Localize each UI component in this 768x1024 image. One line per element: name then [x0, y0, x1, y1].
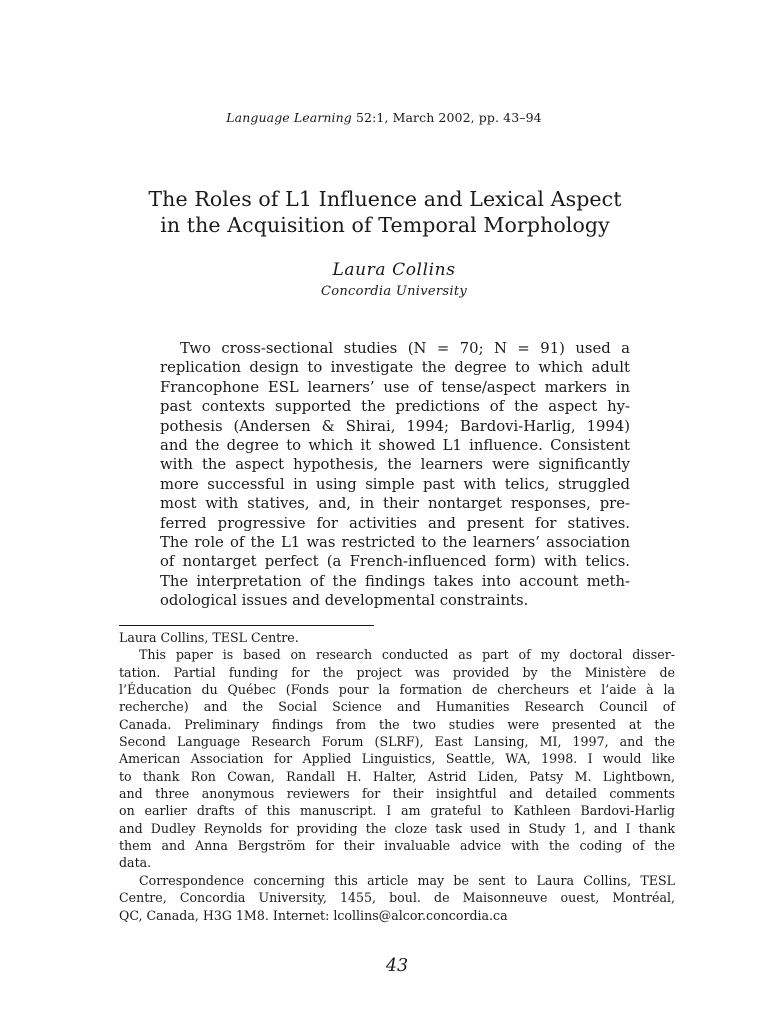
abstract-line: The interpretation of the findings takes into account meth-: [160, 572, 630, 590]
footnote-line: Second Language Research Forum (SLRF), East Lansing, MI, 1997, and the: [119, 734, 675, 750]
footnote-line: Laura Collins, TESL Centre.: [119, 630, 299, 645]
abstract-line: pothesis (Andersen & Shirai, 1994; Bardovi-Harlig, 1994): [160, 417, 630, 435]
title-line: The Roles of L1 Influence and Lexical Aspect: [148, 187, 622, 211]
article-title: [60, 186, 710, 238]
footnote-line: American Association for Applied Linguistics, Seattle, WA, 1998. I would like: [119, 751, 675, 767]
footnote-line: to thank Ron Cowan, Randall H. Halter, Astrid Liden, Patsy M. Lightbown,: [119, 768, 675, 784]
footnote-line: Correspondence concerning this article may be sent to Laura Collins, TESL: [139, 872, 675, 888]
footnote-line: l’Éducation du Québec (Fonds pour la formation de chercheurs et l’aide à la: [119, 682, 675, 698]
footnote-line: and three anonymous reviewers for their insightful and detailed comments: [119, 786, 675, 802]
author-footnote: [119, 629, 675, 924]
footnote-line: them and Anna Bergström for their invaluable advice with the coding of the: [119, 838, 675, 854]
abstract-line: more successful in using simple past with telics, struggled: [160, 475, 630, 493]
abstract-line: and the degree to which it showed L1 influence. Consistent: [160, 437, 630, 455]
abstract-line: most with statives, and, in their nontarget responses, pre-: [160, 495, 630, 513]
abstract-line: ferred progressive for activities and present for statives.: [160, 514, 630, 532]
footnote-line: Canada. Preliminary findings from the two studies were presented at the: [119, 716, 675, 732]
footnote-line: QC, Canada, H3G 1M8. Internet: lcollins@alcor.concordia.ca: [119, 907, 508, 923]
page-number: 43: [385, 956, 409, 976]
footnote-line: and Dudley Reynolds for providing the cloze task used in Study 1, and I thank: [119, 820, 675, 836]
abstract: [160, 339, 630, 611]
abstract-line: Two cross-sectional studies (N = 70; N = 91) used a: [180, 340, 630, 357]
author-name: Laura Collins: [332, 260, 456, 280]
footnote-line: on earlier drafts of this manuscript. I am grateful to Kathleen Bardovi-Harlig: [119, 803, 675, 819]
footnote-line: This paper is based on research conducted as part of my doctoral disser-: [139, 647, 675, 663]
abstract-line: with the aspect hypothesis, the learners were significantly: [160, 456, 630, 474]
footnote-line: data.: [119, 855, 152, 871]
abstract-line: The role of the L1 was restricted to the learners’ association: [160, 534, 630, 552]
abstract-line: replication design to investigate the degree to which adult: [160, 359, 630, 377]
abstract-line: of nontarget perfect (a French-influenced form) with telics.: [160, 553, 630, 571]
footnote-divider: [119, 625, 374, 626]
footnote-line: recherche) and the Social Science and Humanities Research Council of: [119, 699, 675, 715]
abstract-line: past contexts supported the predictions of the aspect hy-: [160, 398, 630, 416]
journal-name: Language Learning: [226, 110, 352, 125]
journal-header: [0, 110, 768, 125]
journal-details: 52:1, March 2002, pp. 43–94: [351, 110, 542, 125]
abstract-line: Francophone ESL learners’ use of tense/aspect markers in: [160, 378, 630, 396]
title-line: in the Acquisition of Temporal Morphology: [160, 213, 610, 237]
author-affiliation: Concordia University: [321, 284, 467, 299]
footnote-line: tation. Partial funding for the project was provided by the Ministère de: [119, 664, 675, 680]
abstract-line: odological issues and developmental constraints.: [160, 592, 529, 610]
footnote-line: Centre, Concordia University, 1455, boul. de Maisonneuve ouest, Montréal,: [119, 890, 675, 906]
